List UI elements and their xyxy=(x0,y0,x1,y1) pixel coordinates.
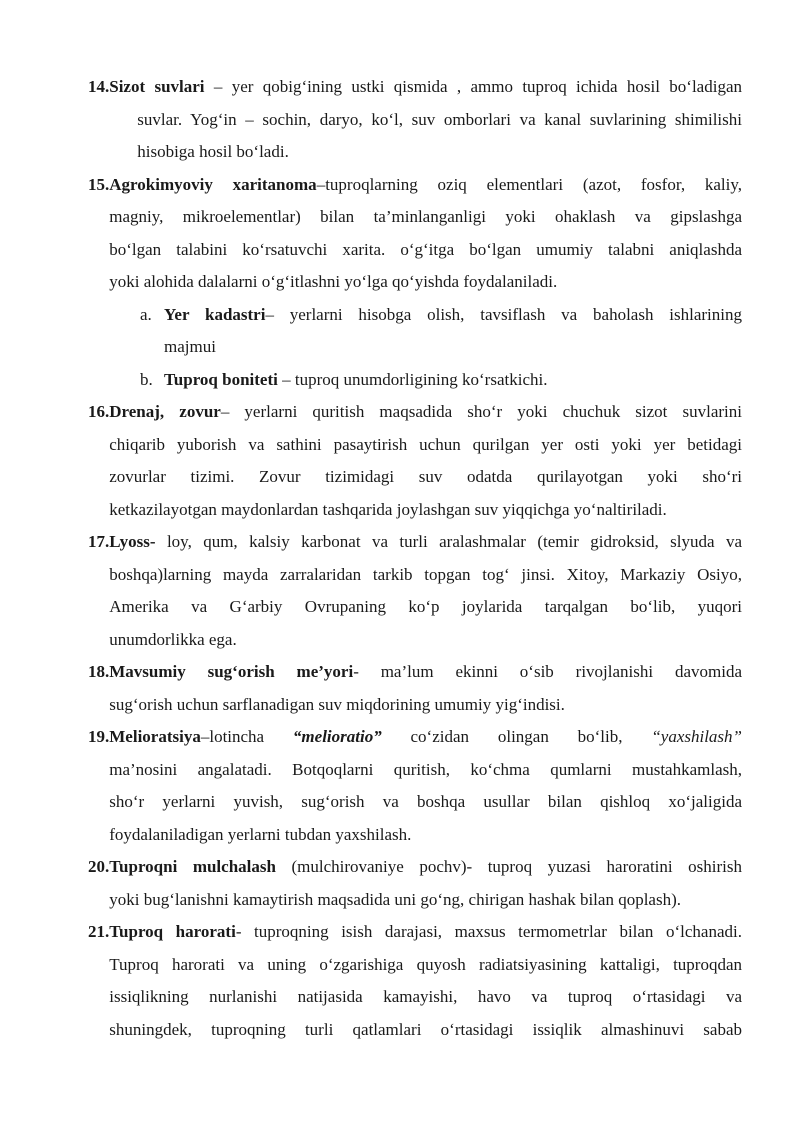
entry-text: loy, qum, kalsiy karbonat va turli aralashmalar (temir gidroksid, slyuda va xyxy=(155,532,742,551)
sub-text: majmui xyxy=(164,337,216,356)
entry-text: sho‘r yerlarni yuvish, sug‘orish va boshqa usullar bilan qishloq xo‘jaligida xyxy=(109,792,742,811)
glossary-entry-16 xyxy=(88,396,742,526)
glossary-entry-18 xyxy=(88,656,742,721)
entry-number: 19. xyxy=(88,727,110,746)
entry-text: suvlar. Yog‘in – sochin, daryo, ko‘l, suv omborlari va kanal suvlarining shimilishi xyxy=(137,109,742,129)
entry-text: Amerika va G‘arbiy Ovrupaning ko‘p joylarida tarqalgan bo‘lib, yuqori xyxy=(109,597,742,616)
entry-text: –lotincha xyxy=(200,727,293,746)
sub-text: – yerlarni hisobga olish, tavsiflash va baholash ishlarining xyxy=(265,304,742,324)
entry-text: yoki alohida dalalarni o‘g‘itlashni yo‘lga qo‘yishda foydalaniladi. xyxy=(109,272,558,291)
entry-text: bo‘lgan talabini ko‘rsatuvchi xarita. o‘g‘itga bo‘lgan umumiy talabni aniqlashda xyxy=(109,239,742,259)
entry-term: Lyoss- xyxy=(109,532,156,551)
entry-text: –tuproqlarning oziq elementlari (azot, fosfor, kaliy, xyxy=(316,174,743,194)
entry-text: Tuproq harorati va uning o‘zgarishiga quyosh radiatsiyasining kattaligi, tuproqdan xyxy=(109,954,742,974)
entry-number: 17. xyxy=(88,532,110,551)
entry-term: Agrokimyoviy xaritanoma xyxy=(109,174,317,194)
sub-term: Yer kadastri xyxy=(164,304,266,324)
entry-number: 18. xyxy=(88,662,110,681)
entry-text: ketkazilayotgan maydonlardan tashqarida joylashgan suv yiqqichga yo‘naltiriladi. xyxy=(109,499,667,519)
entry-text: (mulchirovaniye pochv)- tuproq yuzasi haroratini oshirish xyxy=(275,857,742,876)
entry-number: 20. xyxy=(88,857,110,876)
glossary-list xyxy=(88,71,742,1046)
entry-text: shuningdek, tuproqning turli qatlamlari o‘rtasidagi issiqlik almashinuvi sabab xyxy=(109,1019,742,1039)
entry-text: ma’nosini angalatadi. Botqoqlarni quritish, ko‘chma qumlarni mustahkamlash, xyxy=(109,759,742,779)
entry-term: Mavsumiy sug‘orish me’yori xyxy=(109,662,354,681)
entry-text: unumdorlikka ega. xyxy=(109,629,237,649)
entry-text: – yer qobig‘ining ustki qismida , ammo tuproq ichida hosil bo‘ladigan xyxy=(204,77,742,96)
entry-text: zovurlar tizimi. Zovur tizimidagi suv odatda qurilayotgan yoki sho‘ri xyxy=(109,467,742,486)
entry-number: 16. xyxy=(88,402,110,421)
sub-label: b. xyxy=(140,369,153,389)
entry-text: hisobiga hosil bo‘ladi. xyxy=(137,142,289,161)
entry-term: Sizot suvlari xyxy=(109,77,205,96)
entry-term: Drenaj, zovur xyxy=(109,402,221,421)
entry-text: sug‘orish uchun sarflanadigan suv miqdorining umumiy yig‘indisi. xyxy=(109,694,565,714)
entry-text: co‘zidan olingan bo‘lib, xyxy=(381,727,652,746)
entry-term: Tuproqni mulchalash xyxy=(109,857,276,876)
entry-number: 21. xyxy=(88,922,110,941)
entry-number: 14. xyxy=(88,77,110,96)
entry-text: magniy, mikroelementlar) bilan ta’minlanganligi yoki ohaklash va gipslashga xyxy=(109,207,742,226)
glossary-entry-14 xyxy=(88,71,742,169)
entry-text: yoki bug‘lanishni kamaytirish maqsadida uni go‘ng, chirigan hashak bilan qoplash). xyxy=(109,889,681,909)
glossary-entry-20 xyxy=(88,851,742,916)
glossary-entry-21 xyxy=(88,916,742,1046)
sub-term: Tuproq boniteti xyxy=(164,369,278,389)
entry-term: Melioratsiya xyxy=(109,727,201,746)
glossary-entry-15 xyxy=(88,169,742,299)
sub-text: – tuproq unumdorligining ko‘rsatkichi. xyxy=(277,369,548,389)
sub-entry-b xyxy=(88,364,742,397)
entry-text: – yerlarni quritish maqsadida sho‘r yoki chuchuk sizot suvlarini xyxy=(220,402,742,421)
entry-text: - tuproqning isish darajasi, maxsus termometrlar bilan o‘lchanadi. xyxy=(235,922,742,941)
entry-term: Tuproq harorati xyxy=(109,922,236,941)
entry-number: 15. xyxy=(88,174,110,194)
entry-text: issiqlikning nurlanishi natijasida kamayishi, havo va tuproq o‘rtasidagi va xyxy=(109,987,742,1006)
entry-text: - ma’lum ekinni o‘sib rivojlanishi davomida xyxy=(353,662,742,681)
translation-term: “yaxshilash” xyxy=(651,727,742,746)
glossary-entry-19 xyxy=(88,721,742,851)
glossary-entry-17 xyxy=(88,526,742,656)
sub-entry-a xyxy=(88,299,742,364)
entry-text: boshqa)larning mayda zarralaridan tarkib topgan tog‘ jinsi. Xitoy, Markaziy Osiyo, xyxy=(109,564,742,584)
entry-text: foydalaniladigan yerlarni tubdan yaxshilash. xyxy=(109,824,412,844)
sub-label: a. xyxy=(140,304,152,324)
entry-text: chiqarib yuborish va sathini pasaytirish uchun qurilgan yer osti yoki yer betidagi xyxy=(109,434,742,454)
latin-term: “melioratio” xyxy=(292,727,382,746)
